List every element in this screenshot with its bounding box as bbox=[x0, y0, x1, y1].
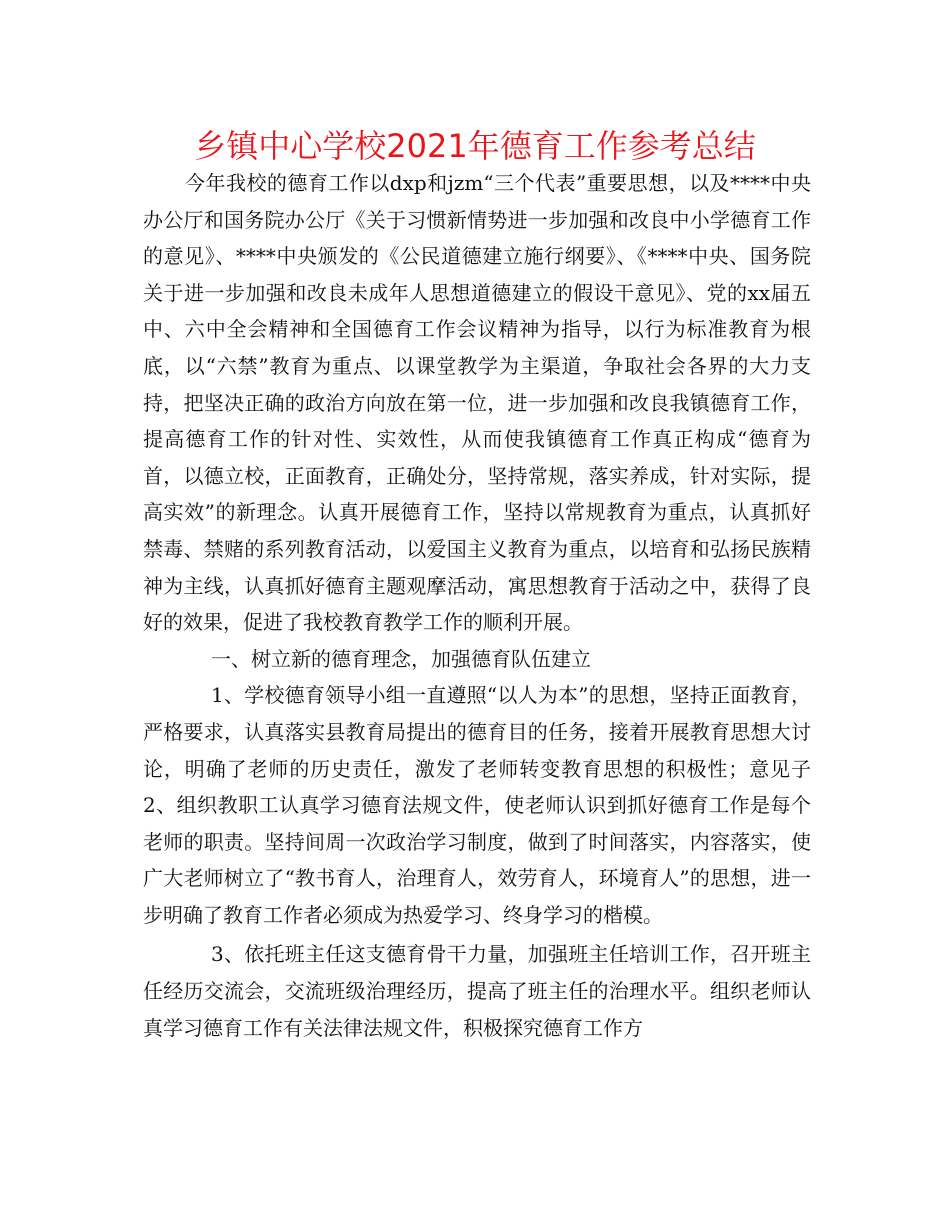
paragraph-item-1-2: 1、学校德育领导小组一直遵照“以人为本”的思想，坚持正面教育，严格要求，认真落实县教育局提出的德育目的任务，接着开展教育思想大讨论，明确了老师的历史责任，激发了老师转变教育思想的积极性；意见子 2、组织教职工认真学习德育法规文件，使老师认识到抓好德育工作是每个老师的职责。坚持间周一次政治学习制度，做到了时间落实，内容落实，使广大老师树立了“教书育人，治理育人，效劳育人，环境育人”的思想，进一步明确了教育工作者必须成为热爱学习、终身学习的楷模。 bbox=[143, 683, 811, 927]
document-title: 乡镇中心学校2021年德育工作参考总结 bbox=[194, 127, 756, 165]
paragraph-item-3: 3、依托班主任这支德育骨干力量，加强班主任培训工作，召开班主任经历交流会，交流班级治理经历，提高了班主任的治理水平。组织老师认真学习德育工作有关法律法规文件，积极探究德育工作方 bbox=[143, 942, 811, 1040]
section-heading-1: 一、树立新的德育理念，加强德育队伍建立 bbox=[211, 646, 591, 671]
document-body bbox=[143, 165, 811, 1046]
paragraph-intro: 今年我校的德育工作以dxp和jzm“三个代表”重要思想，以及****中央办公厅和国务院办公厅《关于习惯新情势进一步加强和改良中小学德育工作的意见》、****中央颁发的《公民道德建立施行纲要》、《****中央、国务院关于进一步加强和改良未成年人思想道德建立的假设干意见》、党的xx届五中、六中全会精神和全国德育工作会议精神为指导，以行为标准教育为根底，以“六禁”教育为重点、以课堂教学为主渠道，争取社会各界的大力支持，把坚决正确的政治方向放在第一位，进一步加强和改良我镇德育工作，提高德育工作的针对性、实效性，从而使我镇德育工作真正构成“德育为首，以德立校，正面教育，正确处分，坚持常规，落实养成，针对实际，提高实效”的新理念。认真开展德育工作，坚持以常规教育为重点，认真抓好禁毒、禁赌的系列教育活动，以爱国主义教育为重点，以培育和弘扬民族精神为主线，认真抓好德育主题观摩活动，寓思想教育于活动之中，获得了良好的效果，促进了我校教育教学工作的顺利开展。 bbox=[143, 171, 811, 635]
